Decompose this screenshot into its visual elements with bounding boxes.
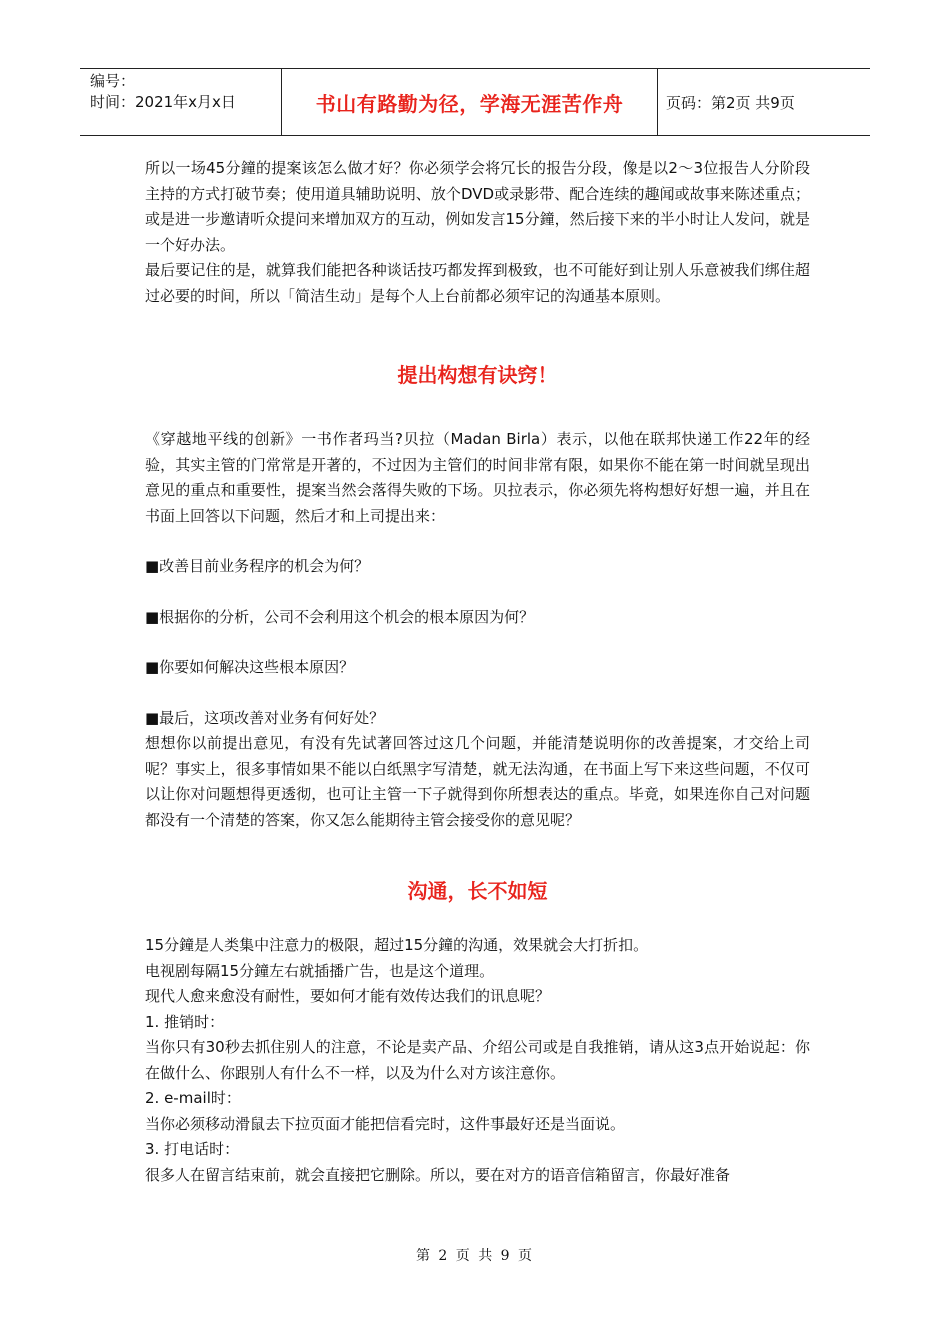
section2-line-7: 当你必须移动滑鼠去下拉页面才能把信看完时，这件事最好还是当面说。	[145, 1114, 626, 1133]
section2-line-4: 1. 推销时：	[145, 1012, 225, 1031]
section2-line-5: 当你只有30秒去抓住别人的注意，不论是卖产品、介绍公司或是自我推销，请从这3点开始说起：你在做什么、你跟别人有什么不一样，以及为什么对方该注意你。	[145, 1038, 810, 1082]
document-body	[145, 156, 810, 1188]
section-heading-2: 沟通，长不如短	[407, 879, 548, 903]
section2-line-8: 3. 打电话时：	[145, 1140, 240, 1158]
section1-bullet-1: ■改善目前业务程序的机会为何？	[145, 557, 370, 575]
section1-bullet-3: ■你要如何解决这些根本原因？	[145, 658, 355, 676]
spacer	[145, 309, 810, 361]
spacer	[145, 580, 810, 605]
section2-line-6: 2. e-mail时：	[145, 1089, 241, 1107]
spacer	[145, 529, 810, 554]
spacer	[145, 905, 810, 933]
spacer	[145, 681, 810, 706]
spacer	[145, 389, 810, 427]
document-date-label: 时间：2021年x月x日	[90, 93, 236, 111]
page-footer: 第 2 页 共 9 页	[415, 1248, 535, 1264]
section-heading-1: 提出构想有诀窍！	[397, 363, 558, 387]
document-id-label: 编号：	[90, 72, 136, 90]
section1-bullet-4: ■最后，这项改善对业务有何好处？	[145, 708, 385, 727]
spacer	[145, 630, 810, 655]
section1-paragraph-2: 想想你以前提出意见，有没有先试著回答过这几个问题，并能清楚说明你的改善提案，才交给上司呢？事实上，很多事情如果不能以白纸黑字写清楚，就无法沟通，在书面上写下来这些问题，不仅可以让你对问题想得更透彻，也可让主管一下子就得到你所想表达的重点。毕竟，如果连你自己对问题都没有一个清楚的答案，你又怎么能期待主管会接受你的意见呢？	[145, 734, 810, 829]
spacer	[145, 833, 810, 877]
section1-bullet-2: ■根据你的分析，公司不会利用这个机会的根本原因为何？	[145, 607, 535, 626]
intro-paragraph-2: 最后要记住的是，就算我们能把各种谈话技巧都发挥到极致，也不可能好到让别人乐意被我们绑住超过必要的时间，所以「简洁生动」是每个人上台前都必须牢记的沟通基本原则。	[145, 261, 810, 305]
header-page-label: 页码：第2页 共9页	[666, 93, 795, 112]
intro-paragraph-1: 所以一场45分鐘的提案该怎么做才好？你必须学会将冗长的报告分段，像是以2～3位报告人分阶段主持的方式打破节奏；使用道具辅助说明、放个DVD或录影带、配合连续的趣闻或故事来陈述重点；或是进一步邀请听众提问来增加双方的互动，例如发言15分鐘，然后接下来的半小时让人发问，就是一个好办法。	[145, 159, 810, 254]
header-motto: 书山有路勤为径，学海无涯苦作舟	[282, 69, 658, 135]
section2-line-3: 现代人愈来愈没有耐性，要如何才能有效传达我们的讯息呢？	[145, 987, 551, 1005]
section2-line-2: 电视剧每隔15分鐘左右就插播广告，也是这个道理。	[145, 961, 495, 980]
header-left-cell	[80, 69, 282, 135]
section1-paragraph-1: 《穿越地平线的创新》一书作者玛当?贝拉（Madan Birla）表示，以他在联邦快递工作22年的经验，其实主管的门常常是开著的，不过因为主管们的时间非常有限，如果你不能在第一时间就呈现出意见的重点和重要性，提案当然会落得失败的下场。贝拉表示，你必须先将构想好好想一遍，并且在书面上回答以下问题，然后才和上司提出来：	[145, 430, 810, 525]
section2-line-9: 很多人在留言结束前，就会直接把它删除。所以，要在对方的语音信箱留言，你最好准备	[145, 1165, 731, 1184]
header-table	[80, 68, 870, 136]
section2-line-1: 15分鐘是人类集中注意力的极限，超过15分鐘的沟通，效果就会大打折扣。	[145, 936, 649, 954]
